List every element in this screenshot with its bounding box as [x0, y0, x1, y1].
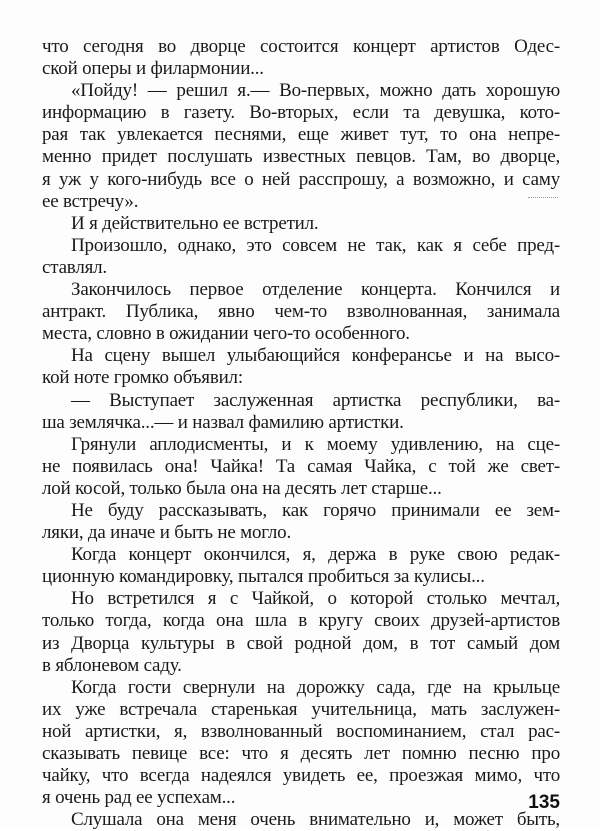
- text-line: в яблоневом саду.: [42, 654, 182, 676]
- text-line: чайку, что всегда надеялся увидеть ее, проезжая мимо, что: [42, 765, 560, 787]
- text-line: информацию в газету. Во-вторых, если та девушка, кото-: [42, 102, 560, 124]
- text-line: кой ноте громко объявил:: [42, 367, 243, 389]
- text-line: я уж у кого-нибудь все о ней расспрошу, а возможно, и саму: [42, 168, 560, 190]
- text-line: Закончилось первое отделение концерта. Кончился и: [71, 279, 560, 301]
- text-line: менно придет послушать известных певцов. Там, во дворце,: [42, 146, 560, 168]
- text-line: Слушала она меня очень внимательно и, может быть,: [71, 809, 560, 831]
- text-line: «Пойду! — решил я.— Во-первых, можно дать хорошую: [71, 80, 560, 102]
- text-line: лой косой, только была она на десять лет старше...: [42, 477, 442, 499]
- text-line: Когда гости свернули на дорожку сада, где на крыльце: [71, 676, 560, 698]
- text-line: ее встречу».: [42, 190, 139, 212]
- text-line: ляки, да иначе и быть не могло.: [42, 522, 292, 544]
- text-line: не появилась она! Чайка! Та самая Чайка, с той же свет-: [42, 455, 560, 477]
- text-line: сказывать певице все: что я десять лет помню песню про: [42, 743, 560, 764]
- text-line: Произошло, однако, это совсем не так, как я себе пред-: [71, 234, 560, 256]
- text-line: из Дворца культуры в свой родной дом, в тот самый дом: [42, 632, 560, 654]
- text-line: Грянули аплодисменты, и к моему удивлению, на сце-: [71, 433, 560, 455]
- text-line: только тогда, когда она шла в кругу своих друзей-артистов: [42, 610, 560, 632]
- text-line: места, словно в ожидании чего-то особенного.: [42, 323, 410, 345]
- text-line: что сегодня во дворце состоится концерт артистов Одес-: [42, 36, 560, 57]
- text-line: Когда концерт окончился, я, держа в руке свою редак-: [71, 544, 560, 566]
- text-line: ной артистки, я, взволнованный воспоминанием, стал рас-: [42, 720, 560, 742]
- text-line: антракт. Публика, явно чем-то взволнованная, занимала: [42, 301, 560, 323]
- text-line: — Выступает заслуженная артистка республики, ва-: [71, 389, 560, 411]
- print-artifact: [528, 197, 558, 199]
- body-text: [42, 36, 560, 831]
- text-line: ционную командировку, пытался пробиться за кулисы...: [42, 566, 485, 588]
- text-line: Но встретился я с Чайкой, о которой столько мечтал,: [71, 588, 560, 610]
- page-number: 135: [528, 792, 560, 813]
- text-line: И я действительно ее встретил.: [71, 212, 319, 234]
- text-line: На сцену вышел улыбающийся конферансье и на высо-: [71, 345, 560, 367]
- text-line: я очень рад ее успехам...: [42, 787, 236, 809]
- text-line: их уже встречала старенькая учительница, мать заслужен-: [42, 698, 560, 720]
- text-line: рая так увлекается песнями, еще живет тут, то она непре-: [42, 124, 560, 146]
- text-line: ской оперы и филармонии...: [42, 58, 264, 80]
- text-line: Не буду рассказывать, как горячо принимали ее зем-: [71, 499, 560, 521]
- text-line: ша землячка...— и назвал фамилию артистки.: [42, 411, 404, 433]
- text-line: ставлял.: [42, 256, 107, 278]
